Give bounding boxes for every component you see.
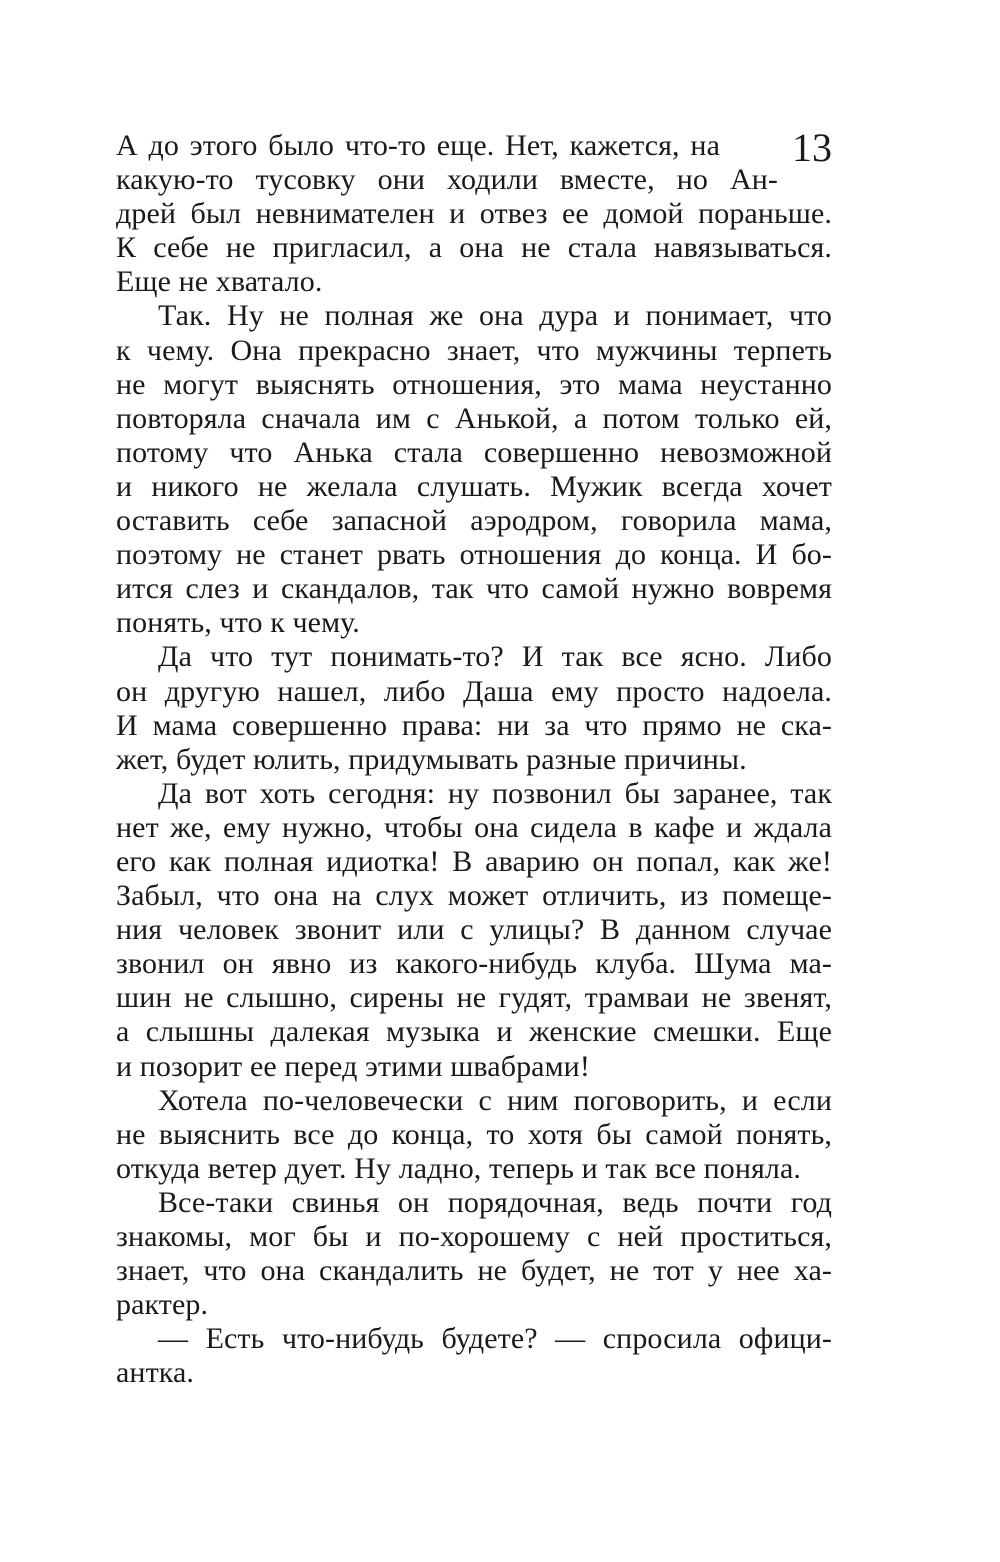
- text-line: его как полная идиотка! В аварию он попал, как же!: [116, 844, 832, 878]
- text-line: А до этого было что-то еще. Нет, кажется, на: [116, 129, 720, 162]
- paragraph: [116, 777, 832, 1084]
- text-line: дрей был невнимателен и отвез ее домой пораньше.: [116, 197, 832, 231]
- text-line: нет же, ему нужно, чтобы она сидела в кафе и ждала: [116, 810, 832, 844]
- paragraph: [116, 1186, 832, 1322]
- text-line: поэтому не станет рвать отношения до конца. И бо-: [116, 538, 832, 572]
- body-text: [116, 129, 832, 1390]
- text-line: шин не слышно, сирены не гудят, трамваи не звенят,: [116, 981, 832, 1015]
- text-line: антка.: [116, 1356, 195, 1390]
- text-line: знает, что она скандалить не будет, не тот у нее ха-: [116, 1254, 832, 1288]
- text-line: Да вот хоть сегодня: ну позвонил бы заранее, так: [158, 776, 832, 810]
- text-line: а слышны далекая музыка и женские смешки. Еще: [116, 1015, 832, 1049]
- text-line: Все-таки свинья он порядочная, ведь почти год: [158, 1185, 832, 1219]
- text-line: И мама совершенно права: ни за что прямо не ска-: [116, 708, 832, 742]
- text-line: к чему. Она прекрасно знает, что мужчины терпеть: [116, 333, 832, 367]
- text-line: Забыл, что она на слух может отличить, из помеще-: [116, 879, 832, 913]
- text-line: Еще не хватало.: [116, 265, 323, 299]
- text-line: звонил он явно из какого-нибудь клуба. Шума ма-: [116, 947, 832, 981]
- text-line: оставить себе запасной аэродром, говорила мама,: [116, 504, 832, 538]
- page-number: 13: [792, 125, 832, 170]
- text-line: знакомы, мог бы и по-хорошему с ней проститься,: [116, 1220, 832, 1253]
- paragraph: [116, 640, 832, 776]
- text-line: ния человек звонит или с улицы? В данном случае: [116, 913, 832, 947]
- paragraph: [116, 1322, 832, 1390]
- text-line: он другую нашел, либо Даша ему просто надоела.: [116, 674, 832, 708]
- paragraph: [116, 129, 832, 299]
- text-line: не выяснить все до конца, то хотя бы самой понять,: [116, 1117, 832, 1151]
- text-line: жет, будет юлить, придумывать разные причины.: [116, 742, 747, 776]
- text-line: откуда ветер дует. Ну ладно, теперь и так все поняла.: [116, 1151, 801, 1185]
- text-line: понять, что к чему.: [116, 606, 360, 640]
- text-line: — Есть что-нибудь будете? — спросила офици-: [158, 1322, 832, 1356]
- text-line: повторяла сначала им с Анькой, а потом только ей,: [116, 401, 832, 435]
- text-line: К себе не пригласил, а она не стала навязываться.: [116, 231, 832, 265]
- text-line: и никого не желала слушать. Мужик всегда хочет: [116, 469, 832, 503]
- text-line: Да что тут понимать-то? И так все ясно. Либо: [158, 640, 832, 674]
- text-line: рактер.: [116, 1288, 209, 1322]
- text-line: не могут выяснять отношения, это мама неустанно: [116, 367, 832, 401]
- text-line: Так. Ну не полная же она дура и понимает, что: [158, 299, 832, 333]
- paragraph: [116, 1084, 832, 1186]
- text-line: и позорит ее перед этими швабрами!: [116, 1049, 590, 1083]
- text-line: какую-то тусовку они ходили вместе, но Ан-: [116, 163, 778, 197]
- text-line: ится слез и скандалов, так что самой нужно вовремя: [116, 572, 832, 606]
- paragraph: [116, 299, 832, 640]
- text-line: потому что Анька стала совершенно невозможной: [116, 435, 832, 469]
- text-line: Хотела по-человечески с ним поговорить, и если: [158, 1083, 832, 1117]
